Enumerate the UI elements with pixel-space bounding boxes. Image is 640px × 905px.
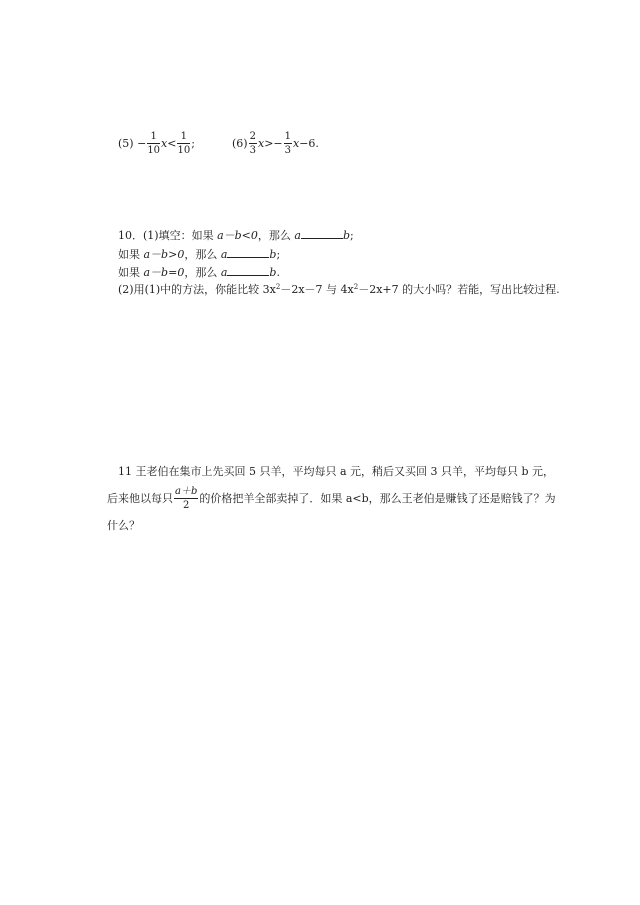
q10-line3-prefix: 如果 xyxy=(118,266,144,279)
q11-line-3 xyxy=(107,520,140,531)
q10-cond-1: a－b<0 xyxy=(217,229,258,242)
q10-end-3: . xyxy=(276,266,280,279)
q9-item-6-label: (6) xyxy=(232,137,248,150)
q10-then-1: ，那么 xyxy=(257,229,295,242)
q9-item-6-var-2: x xyxy=(293,137,300,150)
q9-item-6-tail: −6. xyxy=(299,137,319,150)
q10-part2-b: －2x－7 与 4x xyxy=(280,283,354,296)
q10-line2-prefix: 如果 xyxy=(118,248,144,261)
q11-line-1-text: 11 王老伯在集市上先买回 5 只羊，平均每只 a 元，稍后又买回 3 只羊，平均每只 b 元， xyxy=(118,465,555,478)
q10-blank-3[interactable] xyxy=(227,266,269,276)
q9-item-5-rel: < xyxy=(167,137,177,150)
q10-b-3: b xyxy=(269,266,277,279)
q10-end-1: ; xyxy=(350,229,354,242)
q10-b-1: b xyxy=(342,229,351,242)
q9-item-5-var: x xyxy=(161,137,168,150)
q10-b-2: b xyxy=(269,248,277,261)
q9-item-5-fraction-1: $\frac{1}{10}$ xyxy=(147,131,161,156)
q10-line-3 xyxy=(118,266,280,278)
q10-part2-c: －2x+7 的大小吗？若能，写出比较过程. xyxy=(358,283,560,296)
q10-part-2 xyxy=(118,284,560,295)
q9-item-6-fraction-2: $\frac{1}{3}$ xyxy=(284,131,291,156)
q10-cond-2: a－b>0 xyxy=(143,248,185,261)
q11-fraction: $\frac{a+b}{2}$ xyxy=(175,486,198,511)
q10-blank-1[interactable] xyxy=(301,229,343,239)
q10-line-2 xyxy=(118,248,280,260)
q11-line-2-b: 的价格把羊全部卖掉了．如果 a<b，那么王老伯是赚钱了还是赔钱了？为 xyxy=(199,492,556,505)
q11-line-3-text: 什么？ xyxy=(107,519,140,532)
q11-line-2 xyxy=(107,487,556,511)
q10-line-1 xyxy=(118,229,354,241)
q9-item-5-label: (5) xyxy=(118,137,134,150)
q9-item-5-minus: − xyxy=(137,137,147,150)
q9-item-5 xyxy=(118,132,195,156)
q10-part1-prefix: 10．(1)填空：如果 xyxy=(118,229,218,242)
q10-part2-sq-1: 2 xyxy=(275,283,281,291)
q9-item-6-var-1: x xyxy=(257,137,265,150)
q10-then-2: ，那么 xyxy=(184,248,221,261)
q10-end-2: ; xyxy=(276,248,281,261)
q10-part2-sq-2: 2 xyxy=(353,283,359,291)
q9-item-6-rel: >− xyxy=(264,137,283,150)
q9-item-5-fraction-2: $\frac{1}{10}$ xyxy=(177,131,191,156)
q10-a-1: a xyxy=(294,229,301,242)
q9-item-5-end: ; xyxy=(191,137,195,150)
q10-cond-3: a－b=0 xyxy=(143,266,185,279)
q10-part2-a: (2)用(1)中的方法，你能比较 3x xyxy=(118,283,276,296)
q10-then-3: ，那么 xyxy=(184,266,221,279)
q11-line-2-a: 后来他以每只 xyxy=(107,492,173,505)
q9-item-6-fraction-1: $\frac{2}{3}$ xyxy=(249,131,256,156)
q11-line-1 xyxy=(118,466,554,477)
q9-item-6 xyxy=(232,132,319,156)
q10-blank-2[interactable] xyxy=(227,248,269,258)
q10-a-2: a xyxy=(220,248,228,261)
q10-a-3: a xyxy=(220,266,228,279)
